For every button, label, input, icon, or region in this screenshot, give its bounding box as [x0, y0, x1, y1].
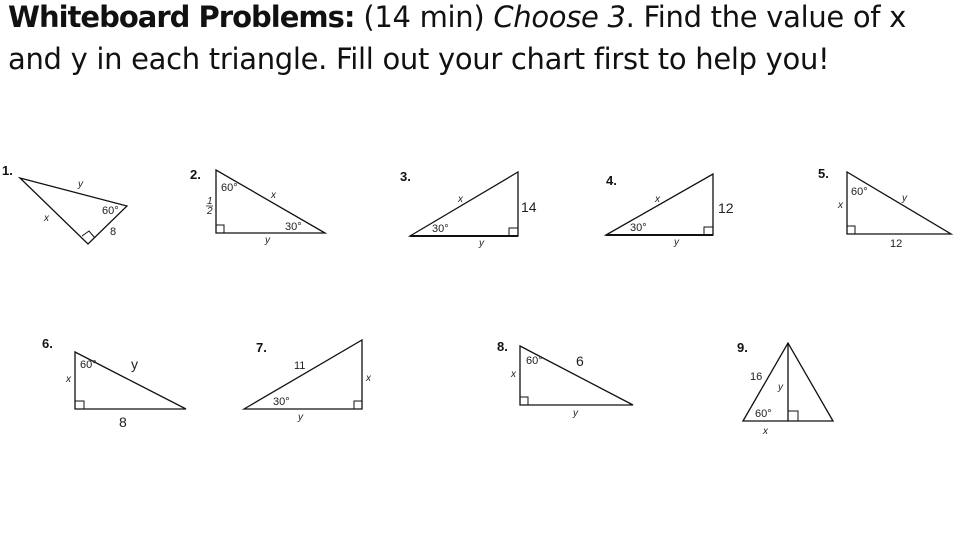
problem-8-number: 8.	[497, 339, 508, 354]
problem-5-right-angle-mark	[847, 226, 855, 234]
problem-8-label-y: y	[573, 408, 578, 419]
problem-8-label-hyp: 6	[576, 353, 584, 369]
problem-7	[244, 340, 372, 423]
problem-1	[2, 163, 127, 244]
title-bold: Whiteboard Problems:	[8, 0, 355, 34]
problem-3	[400, 169, 537, 249]
problem-1-label-side: 8	[110, 226, 117, 238]
problem-5-label-angle: 60°	[851, 186, 868, 198]
problem-7-label-x: x	[366, 373, 371, 384]
problem-4	[606, 173, 734, 248]
problem-8	[497, 339, 633, 419]
problem-5-number: 5.	[818, 166, 829, 181]
problem-8-right-angle-mark	[520, 397, 528, 405]
problem-1-label-angle: 60°	[102, 205, 119, 217]
problem-3-label-angle: 30°	[432, 223, 449, 235]
problem-5-label-side: 12	[890, 238, 903, 250]
problem-1-label-y: y	[78, 179, 83, 190]
problem-6-label-side: 8	[119, 414, 127, 430]
problem-1-label-x: x	[44, 213, 49, 224]
problem-6-label-y: y	[131, 356, 138, 372]
problem-6-label-x: x	[66, 374, 71, 385]
problem-5-triangle	[847, 172, 951, 234]
problem-3-right-angle-mark	[509, 228, 518, 236]
problem-2	[190, 167, 325, 246]
problem-3-label-x: x	[458, 194, 463, 205]
problem-4-right-angle-mark	[704, 227, 713, 235]
problem-9-right-angle-mark	[788, 411, 798, 421]
problem-3-number: 3.	[400, 169, 411, 184]
problem-5-label-x: x	[838, 200, 843, 211]
problem-6-right-angle-mark	[75, 401, 84, 409]
problem-9-number: 9.	[737, 340, 748, 355]
problem-4-label-x: x	[655, 194, 660, 205]
problem-9-label-angle: 60°	[755, 408, 772, 420]
problem-4-number: 4.	[606, 173, 617, 188]
problem-8-label-angle: 60°	[526, 355, 543, 367]
problem-1-number: 1.	[2, 163, 13, 178]
problem-1-right-angle-mark	[82, 231, 95, 238]
problem-2-label-y: y	[265, 235, 270, 246]
title-time: (14 min)	[354, 0, 494, 34]
problem-3-label-side: 14	[521, 199, 537, 215]
problem-5	[818, 166, 951, 250]
problem-3-label-y: y	[479, 238, 484, 249]
problem-4-label-y: y	[674, 237, 679, 248]
problem-2-label-x: x	[271, 190, 276, 201]
problem-6-label-angle: 60°	[80, 359, 97, 371]
problem-2-label-left-num: 1	[207, 196, 213, 207]
problem-7-right-angle-mark	[354, 401, 362, 409]
problem-2-triangle	[216, 170, 325, 233]
problem-2-label-angle-right: 30°	[285, 221, 302, 233]
problem-2-number: 2.	[190, 167, 201, 182]
title-instructions: . Find the value of x and y in each triangle. Fill out your chart first to help you!	[8, 0, 907, 76]
problem-6	[42, 336, 186, 430]
problem-9-label-y: y	[778, 382, 783, 393]
problem-2-right-angle-mark	[216, 225, 224, 233]
problem-7-label-y: y	[298, 412, 303, 423]
problem-5-label-y: y	[902, 193, 907, 204]
problem-7-number: 7.	[256, 340, 267, 355]
problem-7-label-hyp: 11	[294, 360, 306, 372]
problem-2-label-angle-top: 60°	[221, 182, 238, 194]
problem-9-label-x: x	[763, 426, 768, 437]
problem-6-number: 6.	[42, 336, 53, 351]
problem-8-label-x: x	[511, 369, 516, 380]
problem-4-label-side: 12	[718, 200, 734, 216]
problem-9	[737, 340, 833, 437]
title-italic: Choose 3	[493, 0, 626, 34]
problem-9-label-side: 16	[750, 371, 763, 383]
problem-3-triangle	[410, 172, 518, 236]
problem-4-label-angle: 30°	[630, 222, 647, 234]
problem-2-label-left-den: 2	[207, 206, 213, 217]
problem-7-label-angle: 30°	[273, 396, 290, 408]
